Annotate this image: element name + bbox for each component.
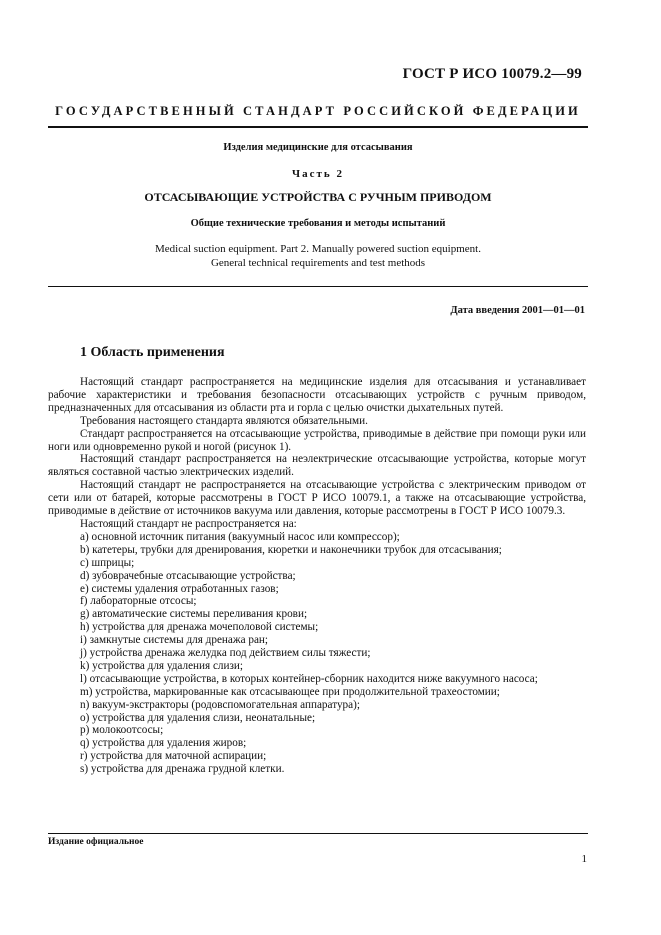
list-item: q) устройства для удаления жиров; [80, 737, 247, 750]
title-divider [48, 286, 588, 287]
list-item: n) вакуум-экстракторы (родовспомогательная аппаратура); [80, 698, 360, 711]
state-standard-heading: ГОСУДАРСТВЕННЫЙ СТАНДАРТ РОССИЙСКОЙ ФЕДЕРАЦИИ [55, 104, 581, 118]
list-item: d) зубоврачебные отсасывающие устройства; [80, 569, 296, 582]
footer-divider [48, 833, 588, 834]
list-item: j) устройства дренажа желудка под действием силы тяжести; [80, 647, 371, 660]
section-heading: 1 Область применения [80, 345, 225, 360]
list-item: a) основной источник питания (вакуумный насос или компрессор); [80, 530, 400, 543]
list-item: r) устройства для маточной аспирации; [80, 750, 267, 763]
standard-code: ГОСТ Р ИСО 10079.2—99 [402, 66, 582, 82]
document-title: ОТСАСЫВАЮЩИЕ УСТРОЙСТВА С РУЧНЫМ ПРИВОДОМ [144, 190, 492, 204]
paragraph: Требования настоящего стандарта являются обязательными. [80, 414, 368, 427]
introduction-date: Дата введения 2001—01—01 [450, 305, 585, 316]
requirements-title: Общие технические требования и методы испытаний [190, 218, 446, 229]
header-divider [48, 126, 588, 128]
document-subtitle: Изделия медицинские для отсасывания [223, 142, 413, 153]
paragraph: Настоящий стандарт распространяется на неэлектрические отсасывающие устройства, которые могут являться составной частью электрических изделий. [48, 453, 586, 479]
paragraph: Стандарт распространяется на отсасывающие устройства, приводимые в действие при помощи руки или ноги или одновременно рукой и ногой (рисунок 1). [48, 427, 586, 453]
list-item: s) устройства для дренажа грудной клетки. [80, 763, 285, 776]
list-item: m) устройства, маркированные как отсасывающее при продолжительной трахеостомии; [80, 685, 500, 698]
english-title-line-2: General technical requirements and test methods [210, 257, 426, 269]
list-item: i) замкнутые системы для дренажа ран; [80, 634, 269, 647]
list-item: e) системы удаления отработанных газов; [80, 582, 279, 595]
list-item: g) автоматические системы переливания крови; [80, 608, 308, 621]
list-item: o) устройства для удаления слизи, неонатальные; [80, 711, 316, 724]
edition-label: Издание официальное [48, 837, 144, 847]
paragraph: Настоящий стандарт распространяется на медицинские изделия для отсасывания и устанавливает рабочие характеристики и требования безопасности отсасывающих устройств с ручным приводом, предназначенных для отсасывания из области рта и горла с целью очистки дыхательных путей. [48, 376, 586, 414]
english-title-line-1: Medical suction equipment. Part 2. Manually powered suction equipment. [155, 243, 481, 255]
list-item: l) отсасывающие устройства, в которых контейнер-сборник находится ниже вакуумного насоса; [80, 672, 538, 685]
list-item: h) устройства для дренажа мочеполовой системы; [80, 621, 319, 634]
section-body [48, 376, 586, 776]
paragraph: Настоящий стандарт не распространяется на отсасывающие устройства с электрическим приводом от сети или от батарей, которые рассмотрены в ГОСТ Р ИСО 10079.1, а также на отсасывающие устройства, приводимые в действие от источников вакуума или давления, которые рассмотрены в ГОСТ Р ИСО 10079.3. [48, 479, 586, 518]
list-item: p) молокоотсосы; [80, 724, 164, 737]
exclusion-list [48, 531, 586, 776]
part-label: Часть 2 [292, 168, 344, 180]
list-item: b) катетеры, трубки для дренирования, кюретки и наконечники трубок для отсасывания; [80, 543, 502, 556]
paragraph: Настоящий стандарт не распространяется на: [80, 517, 297, 530]
list-item: k) устройства для удаления слизи; [80, 659, 244, 672]
list-item: f) лабораторные отсосы; [80, 595, 197, 608]
list-item: c) шприцы; [80, 556, 135, 569]
page-number: 1 [581, 853, 587, 865]
